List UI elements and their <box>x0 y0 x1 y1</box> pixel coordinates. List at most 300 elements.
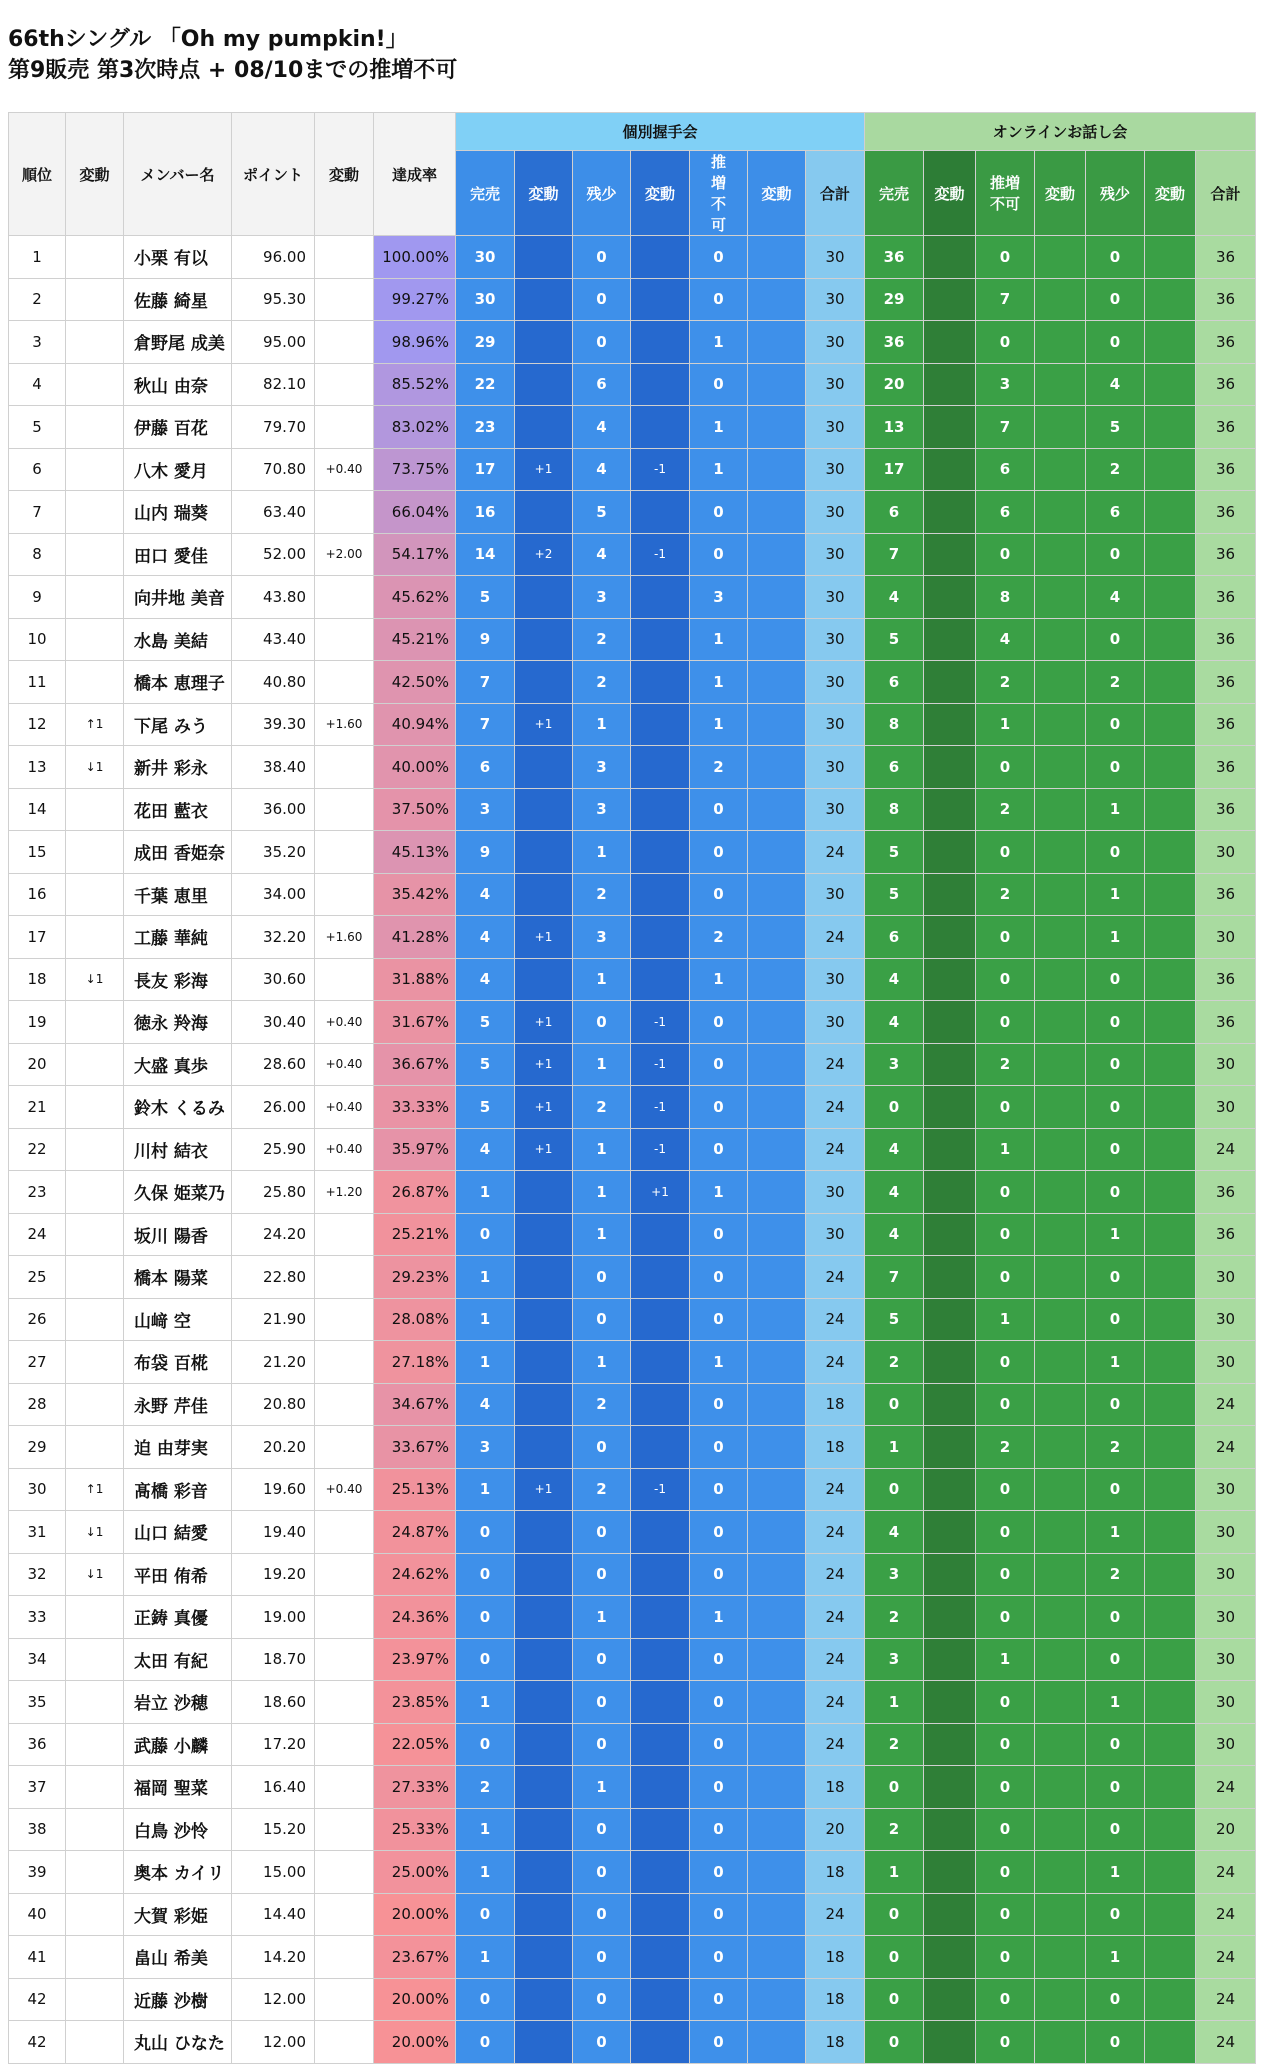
cell-hs-no-increase-change <box>748 1936 806 1979</box>
cell-rank: 20 <box>9 1043 66 1086</box>
cell-ol-sold-out-change <box>924 1681 976 1724</box>
cell-point-change <box>315 2021 374 2064</box>
cell-ol-sold-out-change <box>924 1893 976 1936</box>
cell-ol-no-increase: 0 <box>976 1851 1035 1894</box>
cell-ol-remaining-change <box>1145 1043 1196 1086</box>
cell-hs-total: 18 <box>806 2021 865 2064</box>
cell-ol-remaining-change <box>1145 1638 1196 1681</box>
cell-ol-remaining-change <box>1145 576 1196 619</box>
cell-rank-change <box>66 788 124 831</box>
cell-rank-change: ↓1 <box>66 746 124 789</box>
table-row <box>9 576 1256 619</box>
cell-hs-no-increase: 0 <box>690 1511 748 1554</box>
cell-hs-sold-out: 22 <box>456 363 515 406</box>
cell-hs-sold-out-change <box>515 321 573 364</box>
cell-member-name: 花田 藍衣 <box>124 788 232 831</box>
table-row <box>9 1681 1256 1724</box>
cell-member-name: 大盛 真歩 <box>124 1043 232 1086</box>
header-group-row <box>9 113 1256 151</box>
cell-ol-sold-out: 0 <box>865 1468 924 1511</box>
cell-ol-remaining-change <box>1145 533 1196 576</box>
cell-ol-remaining-change <box>1145 958 1196 1001</box>
cell-ol-remaining-change <box>1145 661 1196 704</box>
cell-hs-remaining-change <box>631 1681 690 1724</box>
cell-ol-sold-out: 1 <box>865 1851 924 1894</box>
cell-hs-remaining: 0 <box>573 2021 631 2064</box>
cell-hs-remaining: 1 <box>573 1341 631 1384</box>
cell-points: 34.00 <box>232 873 315 916</box>
cell-points: 14.20 <box>232 1936 315 1979</box>
cell-ol-sold-out-change <box>924 703 976 746</box>
cell-hs-total: 30 <box>806 661 865 704</box>
cell-hs-remaining-change <box>631 1213 690 1256</box>
cell-rank-change <box>66 2021 124 2064</box>
cell-ol-sold-out: 4 <box>865 1128 924 1171</box>
cell-ol-sold-out: 17 <box>865 448 924 491</box>
cell-rank: 22 <box>9 1128 66 1171</box>
cell-rank: 5 <box>9 406 66 449</box>
cell-ol-no-increase: 8 <box>976 576 1035 619</box>
cell-rank-change <box>66 576 124 619</box>
cell-hs-remaining-change: -1 <box>631 1468 690 1511</box>
cell-member-name: 畠山 希美 <box>124 1936 232 1979</box>
cell-hs-sold-out-change <box>515 1256 573 1299</box>
cell-ol-total: 36 <box>1196 1213 1256 1256</box>
cell-hs-total: 24 <box>806 1298 865 1341</box>
cell-rate: 83.02% <box>374 406 456 449</box>
cell-hs-sold-out-change <box>515 958 573 1001</box>
cell-ol-no-increase-change <box>1035 788 1086 831</box>
table-row <box>9 788 1256 831</box>
cell-hs-remaining: 0 <box>573 1426 631 1469</box>
cell-rate: 27.18% <box>374 1341 456 1384</box>
table-row <box>9 1893 1256 1936</box>
cell-hs-remaining-change <box>631 703 690 746</box>
cell-ol-remaining: 0 <box>1086 278 1145 321</box>
cell-member-name: 迫 由芽実 <box>124 1426 232 1469</box>
cell-ol-remaining-change <box>1145 2021 1196 2064</box>
cell-ol-remaining: 0 <box>1086 321 1145 364</box>
cell-rank-change <box>66 831 124 874</box>
cell-ol-remaining-change <box>1145 1128 1196 1171</box>
cell-member-name: 奥本 カイリ <box>124 1851 232 1894</box>
cell-hs-no-increase: 0 <box>690 788 748 831</box>
cell-ol-sold-out: 2 <box>865 1723 924 1766</box>
ranking-table <box>8 112 1256 2064</box>
cell-hs-no-increase: 0 <box>690 1468 748 1511</box>
cell-hs-no-increase: 1 <box>690 1596 748 1639</box>
cell-ol-no-increase-change <box>1035 831 1086 874</box>
cell-ol-no-increase: 0 <box>976 1553 1035 1596</box>
cell-points: 18.70 <box>232 1638 315 1681</box>
cell-member-name: 新井 彩永 <box>124 746 232 789</box>
cell-member-name: 髙橋 彩音 <box>124 1468 232 1511</box>
cell-hs-total: 24 <box>806 916 865 959</box>
cell-ol-total: 36 <box>1196 1001 1256 1044</box>
cell-ol-sold-out: 1 <box>865 1681 924 1724</box>
cell-ol-sold-out-change <box>924 916 976 959</box>
cell-rank: 7 <box>9 491 66 534</box>
cell-point-change <box>315 1213 374 1256</box>
cell-points: 43.40 <box>232 618 315 661</box>
cell-hs-remaining-change <box>631 406 690 449</box>
cell-ol-no-increase-change <box>1035 1128 1086 1171</box>
cell-hs-remaining-change <box>631 831 690 874</box>
cell-hs-remaining: 1 <box>573 1213 631 1256</box>
cell-ol-remaining-change <box>1145 1511 1196 1554</box>
cell-ol-remaining-change <box>1145 321 1196 364</box>
cell-hs-sold-out: 30 <box>456 278 515 321</box>
cell-member-name: 山﨑 空 <box>124 1298 232 1341</box>
cell-ol-total: 30 <box>1196 1256 1256 1299</box>
cell-rank: 4 <box>9 363 66 406</box>
cell-points: 25.80 <box>232 1171 315 1214</box>
cell-ol-sold-out: 0 <box>865 1936 924 1979</box>
cell-hs-no-increase-change <box>748 448 806 491</box>
cell-ol-sold-out: 0 <box>865 2021 924 2064</box>
cell-member-name: 永野 芹佳 <box>124 1383 232 1426</box>
cell-points: 70.80 <box>232 448 315 491</box>
cell-hs-total: 18 <box>806 1383 865 1426</box>
cell-rank-change <box>66 1043 124 1086</box>
cell-ol-total: 24 <box>1196 1426 1256 1469</box>
cell-ol-sold-out: 4 <box>865 1511 924 1554</box>
cell-hs-remaining-change <box>631 1298 690 1341</box>
cell-hs-no-increase-change <box>748 1213 806 1256</box>
cell-hs-no-increase-change <box>748 1171 806 1214</box>
cell-hs-total: 24 <box>806 831 865 874</box>
cell-member-name: 長友 彩海 <box>124 958 232 1001</box>
cell-rank-change <box>66 1298 124 1341</box>
cell-rank: 16 <box>9 873 66 916</box>
cell-ol-no-increase: 2 <box>976 873 1035 916</box>
cell-point-change <box>315 831 374 874</box>
cell-ol-no-increase: 0 <box>976 916 1035 959</box>
table-row <box>9 873 1256 916</box>
cell-hs-no-increase: 0 <box>690 2021 748 2064</box>
cell-hs-no-increase-change <box>748 278 806 321</box>
cell-hs-remaining-change <box>631 788 690 831</box>
cell-hs-total: 18 <box>806 1851 865 1894</box>
cell-hs-sold-out: 30 <box>456 236 515 279</box>
cell-ol-no-increase-change <box>1035 1851 1086 1894</box>
cell-hs-no-increase-change <box>748 1468 806 1511</box>
cell-hs-sold-out: 1 <box>456 1171 515 1214</box>
cell-ol-remaining: 0 <box>1086 1808 1145 1851</box>
table-row <box>9 1936 1256 1979</box>
page-header <box>8 24 457 86</box>
table-row <box>9 1553 1256 1596</box>
cell-hs-remaining: 2 <box>573 618 631 661</box>
cell-points: 30.40 <box>232 1001 315 1044</box>
cell-point-change: +1.20 <box>315 1171 374 1214</box>
cell-points: 16.40 <box>232 1766 315 1809</box>
table-row <box>9 1043 1256 1086</box>
cell-hs-no-increase-change <box>748 1893 806 1936</box>
header-ol-change-1: 変動 <box>924 151 976 236</box>
cell-rank: 41 <box>9 1936 66 1979</box>
cell-hs-total: 24 <box>806 1468 865 1511</box>
cell-rank: 12 <box>9 703 66 746</box>
cell-ol-sold-out: 4 <box>865 576 924 619</box>
cell-hs-remaining-change <box>631 916 690 959</box>
cell-ol-no-increase: 0 <box>976 958 1035 1001</box>
cell-rate: 45.62% <box>374 576 456 619</box>
cell-points: 25.90 <box>232 1128 315 1171</box>
table-row <box>9 1851 1256 1894</box>
cell-ol-remaining: 0 <box>1086 618 1145 661</box>
cell-ol-remaining-change <box>1145 1256 1196 1299</box>
cell-points: 18.60 <box>232 1681 315 1724</box>
cell-hs-no-increase-change <box>748 1086 806 1129</box>
cell-hs-total: 24 <box>806 1596 865 1639</box>
cell-point-change <box>315 576 374 619</box>
cell-rate: 41.28% <box>374 916 456 959</box>
cell-hs-remaining: 2 <box>573 1468 631 1511</box>
cell-point-change: +0.40 <box>315 1001 374 1044</box>
cell-ol-remaining-change <box>1145 1766 1196 1809</box>
cell-member-name: 福岡 聖菜 <box>124 1766 232 1809</box>
cell-ol-sold-out: 7 <box>865 1256 924 1299</box>
cell-ol-no-increase-change <box>1035 1468 1086 1511</box>
cell-ol-no-increase: 0 <box>976 1171 1035 1214</box>
cell-ol-no-increase: 4 <box>976 618 1035 661</box>
cell-rate: 31.67% <box>374 1001 456 1044</box>
cell-ol-total: 30 <box>1196 1086 1256 1129</box>
cell-ol-no-increase-change <box>1035 703 1086 746</box>
cell-ol-total: 36 <box>1196 661 1256 704</box>
cell-ol-no-increase-change <box>1035 1638 1086 1681</box>
cell-hs-remaining-change <box>631 1808 690 1851</box>
cell-ol-total: 36 <box>1196 1171 1256 1214</box>
cell-rank-change <box>66 1086 124 1129</box>
cell-hs-no-increase-change <box>748 1638 806 1681</box>
cell-ol-sold-out: 0 <box>865 1978 924 2021</box>
cell-rank: 25 <box>9 1256 66 1299</box>
cell-hs-remaining: 3 <box>573 788 631 831</box>
cell-hs-total: 30 <box>806 788 865 831</box>
cell-ol-remaining: 0 <box>1086 1043 1145 1086</box>
cell-ol-sold-out: 0 <box>865 1893 924 1936</box>
cell-hs-remaining: 6 <box>573 363 631 406</box>
cell-ol-remaining-change <box>1145 1383 1196 1426</box>
cell-hs-no-increase-change <box>748 916 806 959</box>
cell-member-name: 山口 結愛 <box>124 1511 232 1554</box>
cell-rank-change <box>66 1723 124 1766</box>
cell-rank: 27 <box>9 1341 66 1384</box>
cell-ol-sold-out-change <box>924 1298 976 1341</box>
cell-points: 20.20 <box>232 1426 315 1469</box>
cell-ol-sold-out: 6 <box>865 661 924 704</box>
cell-hs-total: 30 <box>806 533 865 576</box>
cell-ol-remaining-change <box>1145 746 1196 789</box>
cell-hs-remaining: 1 <box>573 1171 631 1214</box>
cell-hs-no-increase: 0 <box>690 1723 748 1766</box>
cell-point-change: +1.60 <box>315 703 374 746</box>
cell-ol-remaining: 2 <box>1086 1553 1145 1596</box>
cell-ol-remaining: 0 <box>1086 958 1145 1001</box>
cell-hs-no-increase-change <box>748 831 806 874</box>
table-row <box>9 406 1256 449</box>
cell-rank-change: ↓1 <box>66 1553 124 1596</box>
cell-ol-total: 36 <box>1196 576 1256 619</box>
cell-member-name: 徳永 羚海 <box>124 1001 232 1044</box>
cell-ol-sold-out-change <box>924 1383 976 1426</box>
cell-hs-total: 30 <box>806 1001 865 1044</box>
cell-rank-change <box>66 491 124 534</box>
cell-ol-no-increase-change <box>1035 1936 1086 1979</box>
cell-hs-sold-out-change <box>515 278 573 321</box>
cell-point-change <box>315 1978 374 2021</box>
cell-hs-no-increase: 1 <box>690 958 748 1001</box>
cell-hs-remaining-change <box>631 1851 690 1894</box>
cell-hs-remaining: 4 <box>573 533 631 576</box>
cell-hs-sold-out: 5 <box>456 1043 515 1086</box>
cell-ol-remaining-change <box>1145 788 1196 831</box>
cell-hs-remaining: 2 <box>573 1383 631 1426</box>
table-row <box>9 1978 1256 2021</box>
cell-ol-sold-out-change <box>924 1766 976 1809</box>
cell-ol-no-increase-change <box>1035 1596 1086 1639</box>
cell-hs-sold-out-change: +1 <box>515 448 573 491</box>
cell-rank: 28 <box>9 1383 66 1426</box>
cell-hs-remaining: 0 <box>573 1511 631 1554</box>
cell-hs-sold-out: 4 <box>456 873 515 916</box>
cell-rank: 11 <box>9 661 66 704</box>
cell-member-name: 下尾 みう <box>124 703 232 746</box>
cell-hs-no-increase-change <box>748 576 806 619</box>
cell-hs-sold-out-change <box>515 618 573 661</box>
cell-hs-sold-out: 9 <box>456 831 515 874</box>
cell-rate: 35.97% <box>374 1128 456 1171</box>
cell-hs-remaining: 1 <box>573 703 631 746</box>
cell-member-name: 太田 有紀 <box>124 1638 232 1681</box>
cell-hs-total: 24 <box>806 1086 865 1129</box>
cell-rank: 24 <box>9 1213 66 1256</box>
cell-rank: 1 <box>9 236 66 279</box>
cell-hs-sold-out-change: +1 <box>515 1001 573 1044</box>
cell-ol-sold-out: 3 <box>865 1553 924 1596</box>
cell-hs-total: 24 <box>806 1043 865 1086</box>
cell-ol-no-increase-change <box>1035 1086 1086 1129</box>
cell-point-change <box>315 406 374 449</box>
cell-hs-no-increase: 2 <box>690 916 748 959</box>
cell-hs-no-increase: 1 <box>690 448 748 491</box>
cell-hs-sold-out: 4 <box>456 1383 515 1426</box>
cell-point-change: +0.40 <box>315 1086 374 1129</box>
cell-hs-sold-out: 4 <box>456 916 515 959</box>
cell-hs-sold-out: 1 <box>456 1851 515 1894</box>
cell-rank: 3 <box>9 321 66 364</box>
cell-hs-sold-out: 7 <box>456 661 515 704</box>
cell-ol-sold-out: 1 <box>865 1426 924 1469</box>
cell-hs-sold-out-change <box>515 1213 573 1256</box>
cell-ol-total: 36 <box>1196 448 1256 491</box>
cell-ol-total: 24 <box>1196 1893 1256 1936</box>
cell-ol-remaining: 0 <box>1086 1171 1145 1214</box>
cell-hs-total: 18 <box>806 1978 865 2021</box>
cell-points: 35.20 <box>232 831 315 874</box>
table-row <box>9 1001 1256 1044</box>
cell-rate: 28.08% <box>374 1298 456 1341</box>
cell-ol-no-increase-change <box>1035 236 1086 279</box>
header-name: メンバー名 <box>124 113 232 236</box>
cell-hs-no-increase: 1 <box>690 406 748 449</box>
cell-rank: 13 <box>9 746 66 789</box>
cell-ol-remaining-change <box>1145 1596 1196 1639</box>
cell-ol-sold-out-change <box>924 278 976 321</box>
cell-hs-no-increase-change <box>748 1298 806 1341</box>
cell-point-change <box>315 1298 374 1341</box>
cell-member-name: 大賀 彩姫 <box>124 1893 232 1936</box>
cell-hs-total: 24 <box>806 1511 865 1554</box>
cell-rate: 24.36% <box>374 1596 456 1639</box>
cell-ol-remaining-change <box>1145 1298 1196 1341</box>
cell-points: 38.40 <box>232 746 315 789</box>
cell-hs-remaining-change <box>631 873 690 916</box>
cell-hs-no-increase: 0 <box>690 1978 748 2021</box>
table-row <box>9 363 1256 406</box>
cell-ol-no-increase: 1 <box>976 703 1035 746</box>
cell-ol-remaining: 2 <box>1086 448 1145 491</box>
table-row <box>9 1298 1256 1341</box>
cell-rank: 42 <box>9 1978 66 2021</box>
cell-hs-sold-out: 14 <box>456 533 515 576</box>
cell-ol-sold-out-change <box>924 1723 976 1766</box>
cell-hs-no-increase-change <box>748 1808 806 1851</box>
cell-ol-no-increase-change <box>1035 1426 1086 1469</box>
cell-ol-sold-out-change <box>924 491 976 534</box>
cell-hs-total: 30 <box>806 873 865 916</box>
cell-rate: 35.42% <box>374 873 456 916</box>
cell-point-change: +0.40 <box>315 448 374 491</box>
cell-hs-no-increase: 1 <box>690 661 748 704</box>
cell-ol-total: 36 <box>1196 703 1256 746</box>
cell-points: 20.80 <box>232 1383 315 1426</box>
table-row <box>9 1128 1256 1171</box>
cell-member-name: 田口 愛佳 <box>124 533 232 576</box>
cell-hs-total: 30 <box>806 236 865 279</box>
table-row <box>9 1638 1256 1681</box>
cell-hs-sold-out-change <box>515 1681 573 1724</box>
cell-rank-change <box>66 1893 124 1936</box>
cell-hs-no-increase-change <box>748 321 806 364</box>
header-ol-change-3: 変動 <box>1145 151 1196 236</box>
cell-rate: 73.75% <box>374 448 456 491</box>
cell-rank: 30 <box>9 1468 66 1511</box>
cell-ol-total: 36 <box>1196 491 1256 534</box>
cell-hs-remaining: 5 <box>573 491 631 534</box>
cell-rate: 20.00% <box>374 1978 456 2021</box>
cell-ol-remaining: 1 <box>1086 1681 1145 1724</box>
cell-ol-remaining: 0 <box>1086 1893 1145 1936</box>
cell-hs-remaining: 1 <box>573 958 631 1001</box>
cell-hs-no-increase: 0 <box>690 1553 748 1596</box>
cell-ol-total: 36 <box>1196 788 1256 831</box>
cell-hs-remaining-change: +1 <box>631 1171 690 1214</box>
cell-rank-change: ↓1 <box>66 958 124 1001</box>
cell-hs-no-increase-change <box>748 958 806 1001</box>
cell-points: 19.40 <box>232 1511 315 1554</box>
cell-ol-total: 24 <box>1196 1766 1256 1809</box>
header-point-change: 変動 <box>315 113 374 236</box>
cell-hs-sold-out: 0 <box>456 1511 515 1554</box>
table-row <box>9 1426 1256 1469</box>
cell-hs-remaining-change <box>631 1766 690 1809</box>
cell-rank: 29 <box>9 1426 66 1469</box>
cell-ol-total: 24 <box>1196 1936 1256 1979</box>
cell-hs-no-increase-change <box>748 1723 806 1766</box>
